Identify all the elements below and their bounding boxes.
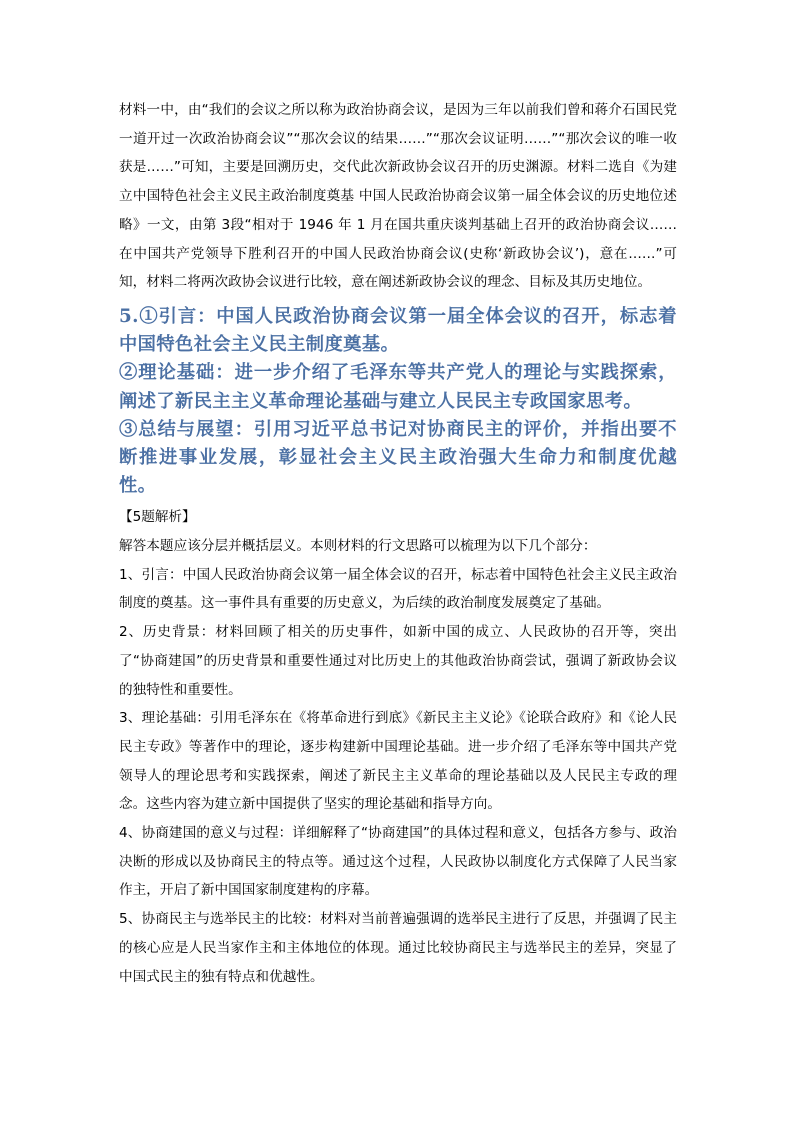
document-content: [119, 96, 677, 991]
answer-block: [119, 303, 677, 500]
analysis-item-4: 4、协商建国的意义与过程：详细解释了“协商建国”的具体过程和意义，包括各方参与、政治决断的形成以及协商民主的特点等。通过这个过程，人民政协以制度化方式保障了人民当家作主，开启了新中国国家制度建构的序幕。: [119, 825, 677, 899]
answer-point-1: 5.①引言：中国人民政治协商会议第一届全体会议的召开，标志着中国特色社会主义民主制度奠基。: [119, 305, 677, 356]
analysis-item-5: 5、协商民主与选举民主的比较：材料对当前普遍强调的选举民主进行了反思，并强调了民主的核心应是人民当家作主和主体地位的体现。通过比较协商民主与选举民主的差异，突显了中国式民主的独有特点和优越性。: [119, 911, 677, 985]
analysis-heading: 【5题解析】: [119, 509, 196, 526]
answer-point-2: ②理论基础：进一步介绍了毛泽东等共产党人的理论与实践探索，阐述了新民主主义革命理论基础与建立人民民主专政国家思考。: [119, 362, 677, 412]
material-paragraph: 材料一中，由“我们的会议之所以称为政治协商会议，是因为三年以前我们曾和蒋介石国民党一道开过一次政治协商会议”“那次会议的结果……”“那次会议证明……”“那次会议的唯一收获是……”可知，主要是回溯历史，交代此次新政协会议召开的历史渊源。材料二选自《为建立中国特色社会主义民主政治制度奠基 中国人民政治协商会议第一届全体会议的历史地位述略》一文，由第 3段“相对于 1946 年 1 月在国共重庆谈判基础上召开的政治协商会议……在中国共产党领导下胜利召开的中国人民政治协商会议(史称‘新政协会议’)，意在……”可知，材料二将两次政协会议进行比较，意在阐述新政协会议的理念、目标及其历史地位。: [119, 102, 677, 291]
analysis-item-3: 3、理论基础：引用毛泽东在《将革命进行到底》《新民主主义论》《论联合政府》和《论人民民主专政》等著作中的理论，逐步构建新中国理论基础。进一步介绍了毛泽东等中国共产党领导人的理论思考和实践探索，阐述了新民主主义革命的理论基础以及人民民主专政的理念。这些内容为建立新中国提供了坚实的理论基础和指导方向。: [119, 710, 677, 813]
analysis-intro: 解答本题应该分层并概括层义。本则材料的行文思路可以梳理为以下几个部分：: [119, 538, 597, 555]
analysis-item-1: 1、引言：中国人民政治协商会议第一届全体会议的召开，标志着中国特色社会主义民主政治制度的奠基。这一事件具有重要的历史意义，为后续的政治制度发展奠定了基础。: [119, 566, 677, 612]
analysis-item-2: 2、历史背景：材料回顾了相关的历史事件，如新中国的成立、人民政协的召开等，突出了“协商建国”的历史背景和重要性通过对比历史上的其他政治协商尝试，强调了新政协会议的独特性和重要性。: [119, 624, 677, 698]
answer-point-3: ③总结与展望：引用习近平总书记对协商民主的评价，并指出要不断推进事业发展，彰显社会主义民主政治强大生命力和制度优越性。: [119, 418, 677, 497]
